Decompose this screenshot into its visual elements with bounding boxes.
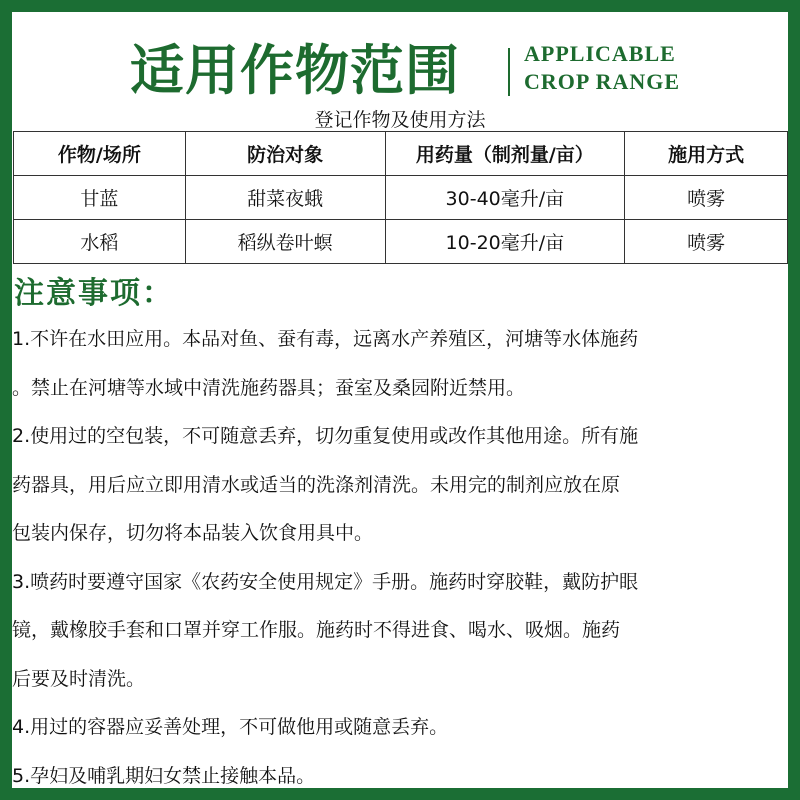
- column-header: 作物/场所: [14, 132, 186, 176]
- usage-table: [13, 131, 788, 264]
- title-divider: [508, 48, 510, 96]
- notes-list: [12, 315, 788, 800]
- note-item: [12, 315, 788, 412]
- note-line: 4.用过的容器应妥善处理，不可做他用或随意丢弃。: [12, 716, 449, 738]
- english-title-line-1: APPLICABLE: [524, 41, 676, 66]
- table-header-row: [14, 132, 788, 176]
- english-title-line-2: CROP RANGE: [524, 69, 681, 94]
- table-cell-method: 喷雾: [625, 176, 788, 220]
- note-line: 包装内保存，切勿将本品装入饮食用具中。: [12, 522, 374, 544]
- table-row: [14, 220, 788, 264]
- note-line: 5.孕妇及哺乳期妇女禁止接触本品。: [12, 764, 316, 787]
- note-line: 1.不许在水田应用。本品对鱼、蚕有毒，远离水产养殖区，河塘等水体施药: [12, 328, 639, 350]
- note-item: [12, 412, 788, 558]
- header: [12, 34, 788, 114]
- note-item: [12, 703, 788, 752]
- page-title: 适用作物范围: [130, 38, 460, 102]
- table-cell-target: 甜菜夜蛾: [185, 176, 385, 220]
- table-cell-method: 喷雾: [625, 220, 788, 264]
- note-line: 镜，戴橡胶手套和口罩并穿工作服。施药时不得进食、喝水、吸烟。施药: [12, 619, 621, 641]
- table-caption: 登记作物及使用方法: [314, 109, 486, 131]
- note-line: 药器具，用后应立即用清水或适当的洗涤剂清洗。未用完的制剂应放在原: [12, 473, 621, 496]
- label-panel: [12, 12, 788, 788]
- table-cell-dosage: 10-20毫升/亩: [385, 220, 625, 264]
- table-cell-crop: 甘蓝: [14, 176, 186, 220]
- notes-heading: 注意事项：: [14, 276, 174, 311]
- note-line: 。禁止在河塘等水域中清洗施药器具；蚕室及桑园附近禁用。: [12, 376, 526, 399]
- column-header: 用药量（制剂量/亩）: [385, 132, 625, 176]
- table-cell-crop: 水稻: [14, 220, 186, 264]
- table-row: [14, 176, 788, 220]
- table-cell-dosage: 30-40毫升/亩: [385, 176, 625, 220]
- note-item: [12, 558, 788, 704]
- column-header: 防治对象: [185, 132, 385, 176]
- note-line: 2.使用过的空包装，不可随意丢弃，切勿重复使用或改作其他用途。所有施: [12, 425, 639, 447]
- note-line: 后要及时清洗。: [12, 667, 146, 690]
- english-title: [524, 40, 680, 96]
- table-cell-target: 稻纵卷叶螟: [185, 220, 385, 264]
- note-line: 3.喷药时要遵守国家《农药安全使用规定》手册。施药时穿胶鞋，戴防护眼: [12, 570, 639, 593]
- note-item: [12, 752, 788, 800]
- column-header: 施用方式: [625, 132, 788, 176]
